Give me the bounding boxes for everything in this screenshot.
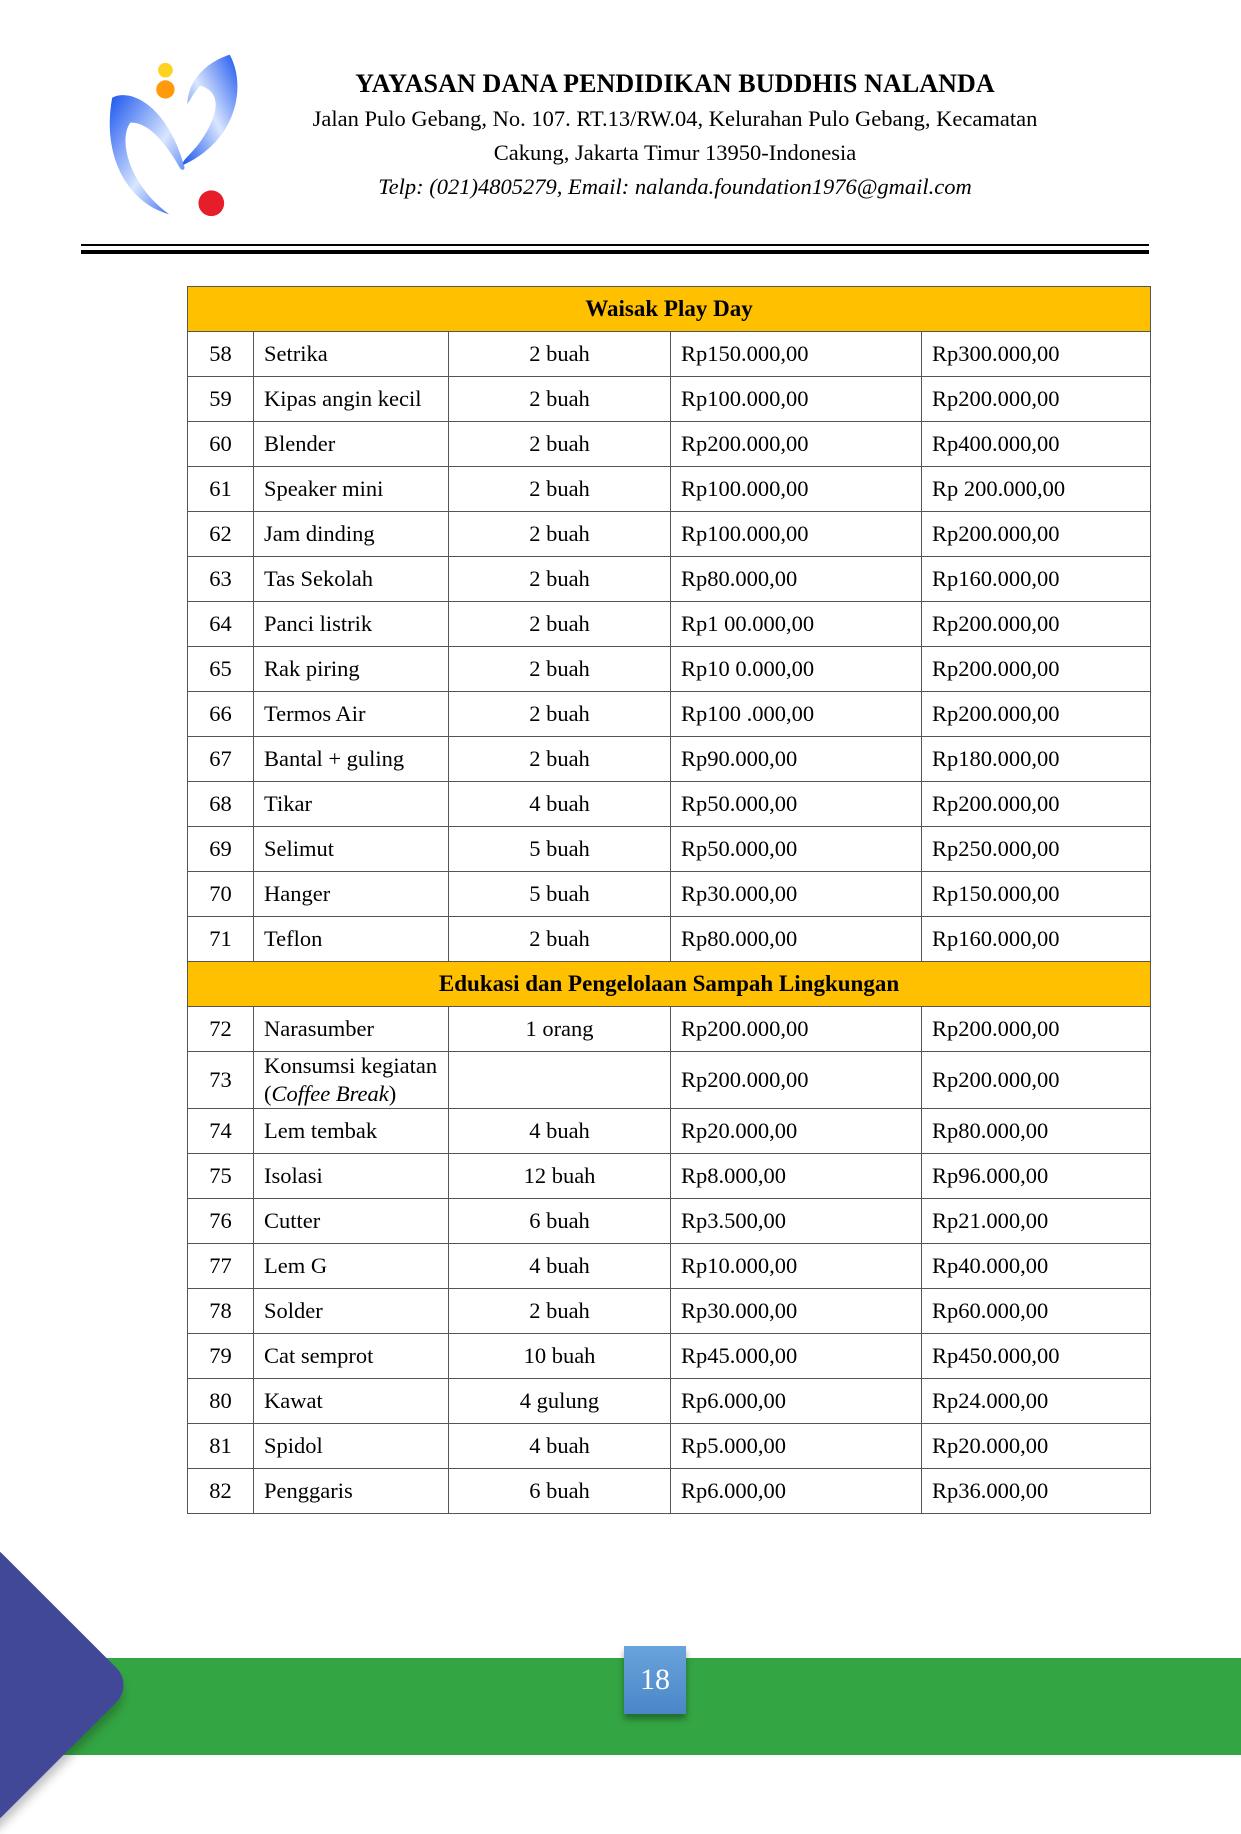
budget-table (187, 286, 1151, 1514)
item-name-cell: Setrika (254, 332, 449, 377)
unit-price-cell: Rp50.000,00 (671, 827, 922, 872)
item-name-cell: Kipas angin kecil (254, 377, 449, 422)
row-number-cell: 62 (188, 512, 254, 557)
table-row (188, 1424, 1151, 1469)
row-number-cell: 66 (188, 692, 254, 737)
row-number-cell: 69 (188, 827, 254, 872)
unit-price-cell: Rp30.000,00 (671, 872, 922, 917)
item-name-cell: Rak piring (254, 647, 449, 692)
footer-band (0, 1658, 1241, 1755)
unit-price-cell: Rp3.500,00 (671, 1199, 922, 1244)
item-name-cell: Selimut (254, 827, 449, 872)
quantity-cell: 2 buah (449, 602, 671, 647)
row-number-cell: 78 (188, 1289, 254, 1334)
unit-price-cell: Rp30.000,00 (671, 1289, 922, 1334)
row-number-cell: 64 (188, 602, 254, 647)
quantity-cell: 12 buah (449, 1154, 671, 1199)
unit-price-cell: Rp100 .000,00 (671, 692, 922, 737)
total-price-cell: Rp21.000,00 (922, 1199, 1151, 1244)
table-row (188, 872, 1151, 917)
quantity-cell: 4 buah (449, 782, 671, 827)
quantity-cell: 4 buah (449, 1424, 671, 1469)
row-number-cell: 68 (188, 782, 254, 827)
item-name-cell: Hanger (254, 872, 449, 917)
total-price-cell: Rp 200.000,00 (922, 467, 1151, 512)
quantity-cell: 10 buah (449, 1334, 671, 1379)
table-row (188, 1154, 1151, 1199)
item-name-cell: Teflon (254, 917, 449, 962)
total-price-cell: Rp200.000,00 (922, 1052, 1151, 1109)
total-price-cell: Rp24.000,00 (922, 1379, 1151, 1424)
item-name-cell: Tikar (254, 782, 449, 827)
total-price-cell: Rp200.000,00 (922, 1007, 1151, 1052)
total-price-cell: Rp200.000,00 (922, 782, 1151, 827)
total-price-cell: Rp80.000,00 (922, 1109, 1151, 1154)
row-number-cell: 76 (188, 1199, 254, 1244)
total-price-cell: Rp160.000,00 (922, 917, 1151, 962)
table-row (188, 917, 1151, 962)
quantity-cell: 5 buah (449, 827, 671, 872)
row-number-cell: 82 (188, 1469, 254, 1514)
row-number-cell: 59 (188, 377, 254, 422)
row-number-cell: 63 (188, 557, 254, 602)
item-name-cell: Lem tembak (254, 1109, 449, 1154)
row-number-cell: 61 (188, 467, 254, 512)
section-header-row (188, 962, 1151, 1007)
unit-price-cell: Rp80.000,00 (671, 557, 922, 602)
unit-price-cell: Rp90.000,00 (671, 737, 922, 782)
item-name-cell: Cutter (254, 1199, 449, 1244)
unit-price-cell: Rp45.000,00 (671, 1334, 922, 1379)
item-name-cell: Tas Sekolah (254, 557, 449, 602)
total-price-cell: Rp200.000,00 (922, 512, 1151, 557)
item-name-cell: Panci listrik (254, 602, 449, 647)
row-number-cell: 70 (188, 872, 254, 917)
address-line-2: Cakung, Jakarta Timur 13950-Indonesia (493, 140, 857, 165)
table-row (188, 1469, 1151, 1514)
total-price-cell: Rp200.000,00 (922, 377, 1151, 422)
quantity-cell: 4 gulung (449, 1379, 671, 1424)
row-number-cell: 77 (188, 1244, 254, 1289)
nalanda-logo-icon (92, 46, 248, 232)
unit-price-cell: Rp6.000,00 (671, 1379, 922, 1424)
item-name-cell: Narasumber (254, 1007, 449, 1052)
table-row (188, 422, 1151, 467)
quantity-cell: 2 buah (449, 692, 671, 737)
total-price-cell: Rp60.000,00 (922, 1289, 1151, 1334)
table-row (188, 1334, 1151, 1379)
quantity-cell: 5 buah (449, 872, 671, 917)
row-number-cell: 74 (188, 1109, 254, 1154)
total-price-cell: Rp400.000,00 (922, 422, 1151, 467)
row-number-cell: 60 (188, 422, 254, 467)
unit-price-cell: Rp80.000,00 (671, 917, 922, 962)
unit-price-cell: Rp10 0.000,00 (671, 647, 922, 692)
quantity-cell: 6 buah (449, 1469, 671, 1514)
quantity-cell (449, 1052, 671, 1109)
table-row (188, 467, 1151, 512)
unit-price-cell: Rp100.000,00 (671, 512, 922, 557)
item-name-cell: Cat semprot (254, 1334, 449, 1379)
total-price-cell: Rp40.000,00 (922, 1244, 1151, 1289)
header-rule-thin (81, 244, 1149, 246)
table-row (188, 737, 1151, 782)
unit-price-cell: Rp10.000,00 (671, 1244, 922, 1289)
header-rule-thick (81, 250, 1149, 254)
table-row (188, 1289, 1151, 1334)
item-name-cell: Speaker mini (254, 467, 449, 512)
table-row (188, 1379, 1151, 1424)
section-header-row (188, 287, 1151, 332)
table-row (188, 1109, 1151, 1154)
total-price-cell: Rp36.000,00 (922, 1469, 1151, 1514)
item-name-cell: Blender (254, 422, 449, 467)
table-row (188, 512, 1151, 557)
unit-price-cell: Rp20.000,00 (671, 1109, 922, 1154)
item-name-cell: Bantal + guling (254, 737, 449, 782)
item-name-cell: Jam dinding (254, 512, 449, 557)
section-title: Waisak Play Day (188, 287, 1151, 332)
item-name-cell: Lem G (254, 1244, 449, 1289)
unit-price-cell: Rp200.000,00 (671, 422, 922, 467)
total-price-cell: Rp150.000,00 (922, 872, 1151, 917)
org-name: YAYASAN DANA PENDIDIKAN BUDDHIS NALANDA (355, 69, 995, 98)
total-price-cell: Rp200.000,00 (922, 692, 1151, 737)
total-price-cell: Rp180.000,00 (922, 737, 1151, 782)
quantity-cell: 1 orang (449, 1007, 671, 1052)
unit-price-cell: Rp1 00.000,00 (671, 602, 922, 647)
unit-price-cell: Rp5.000,00 (671, 1424, 922, 1469)
letterhead (250, 66, 1100, 204)
quantity-cell: 6 buah (449, 1199, 671, 1244)
address-line-1: Jalan Pulo Gebang, No. 107. RT.13/RW.04, Kelurahan Pulo Gebang, Kecamatan (312, 106, 1038, 131)
unit-price-cell: Rp150.000,00 (671, 332, 922, 377)
total-price-cell: Rp200.000,00 (922, 602, 1151, 647)
row-number-cell: 79 (188, 1334, 254, 1379)
quantity-cell: 2 buah (449, 377, 671, 422)
table-row (188, 602, 1151, 647)
total-price-cell: Rp20.000,00 (922, 1424, 1151, 1469)
total-price-cell: Rp450.000,00 (922, 1334, 1151, 1379)
item-name-cell: Penggaris (254, 1469, 449, 1514)
table-row (188, 557, 1151, 602)
table-row (188, 1199, 1151, 1244)
quantity-cell: 4 buah (449, 1109, 671, 1154)
row-number-cell: 73 (188, 1052, 254, 1109)
item-name-cell: Kawat (254, 1379, 449, 1424)
total-price-cell: Rp160.000,00 (922, 557, 1151, 602)
quantity-cell: 2 buah (449, 422, 671, 467)
contact-line: Telp: (021)4805279, Email: nalanda.foundation1976@gmail.com (378, 174, 972, 199)
unit-price-cell: Rp100.000,00 (671, 377, 922, 422)
row-number-cell: 58 (188, 332, 254, 377)
table-row (188, 377, 1151, 422)
table-row (188, 647, 1151, 692)
quantity-cell: 4 buah (449, 1244, 671, 1289)
unit-price-cell: Rp200.000,00 (671, 1007, 922, 1052)
item-name-italic: Coffee Break (271, 1081, 389, 1106)
item-name-cell: Spidol (254, 1424, 449, 1469)
table-row (188, 332, 1151, 377)
row-number-cell: 81 (188, 1424, 254, 1469)
row-number-cell: 65 (188, 647, 254, 692)
item-name-cell: Termos Air (254, 692, 449, 737)
item-name-cell: Solder (254, 1289, 449, 1334)
quantity-cell: 2 buah (449, 917, 671, 962)
item-name-text: Konsumsi kegiatan (264, 1053, 438, 1078)
total-price-cell: Rp96.000,00 (922, 1154, 1151, 1199)
unit-price-cell: Rp50.000,00 (671, 782, 922, 827)
page-number-badge: 18 (624, 1646, 686, 1714)
table-row (188, 1244, 1151, 1289)
quantity-cell: 2 buah (449, 1289, 671, 1334)
unit-price-cell: Rp6.000,00 (671, 1469, 922, 1514)
row-number-cell: 80 (188, 1379, 254, 1424)
row-number-cell: 71 (188, 917, 254, 962)
quantity-cell: 2 buah (449, 332, 671, 377)
quantity-cell: 2 buah (449, 647, 671, 692)
total-price-cell: Rp250.000,00 (922, 827, 1151, 872)
quantity-cell: 2 buah (449, 467, 671, 512)
quantity-cell: 2 buah (449, 557, 671, 602)
table-row (188, 1007, 1151, 1052)
row-number-cell: 67 (188, 737, 254, 782)
item-name-cell: Konsumsi kegiatan (Coffee Break) (254, 1052, 449, 1109)
table-row (188, 782, 1151, 827)
total-price-cell: Rp200.000,00 (922, 647, 1151, 692)
table-row (188, 827, 1151, 872)
row-number-cell: 72 (188, 1007, 254, 1052)
unit-price-cell: Rp100.000,00 (671, 467, 922, 512)
section-title: Edukasi dan Pengelolaan Sampah Lingkungan (188, 962, 1151, 1007)
unit-price-cell: Rp8.000,00 (671, 1154, 922, 1199)
table-row (188, 1052, 1151, 1109)
item-name-cell: Isolasi (254, 1154, 449, 1199)
table-row (188, 692, 1151, 737)
total-price-cell: Rp300.000,00 (922, 332, 1151, 377)
footer-decorative-shape (0, 1537, 133, 1834)
unit-price-cell: Rp200.000,00 (671, 1052, 922, 1109)
quantity-cell: 2 buah (449, 737, 671, 782)
row-number-cell: 75 (188, 1154, 254, 1199)
quantity-cell: 2 buah (449, 512, 671, 557)
